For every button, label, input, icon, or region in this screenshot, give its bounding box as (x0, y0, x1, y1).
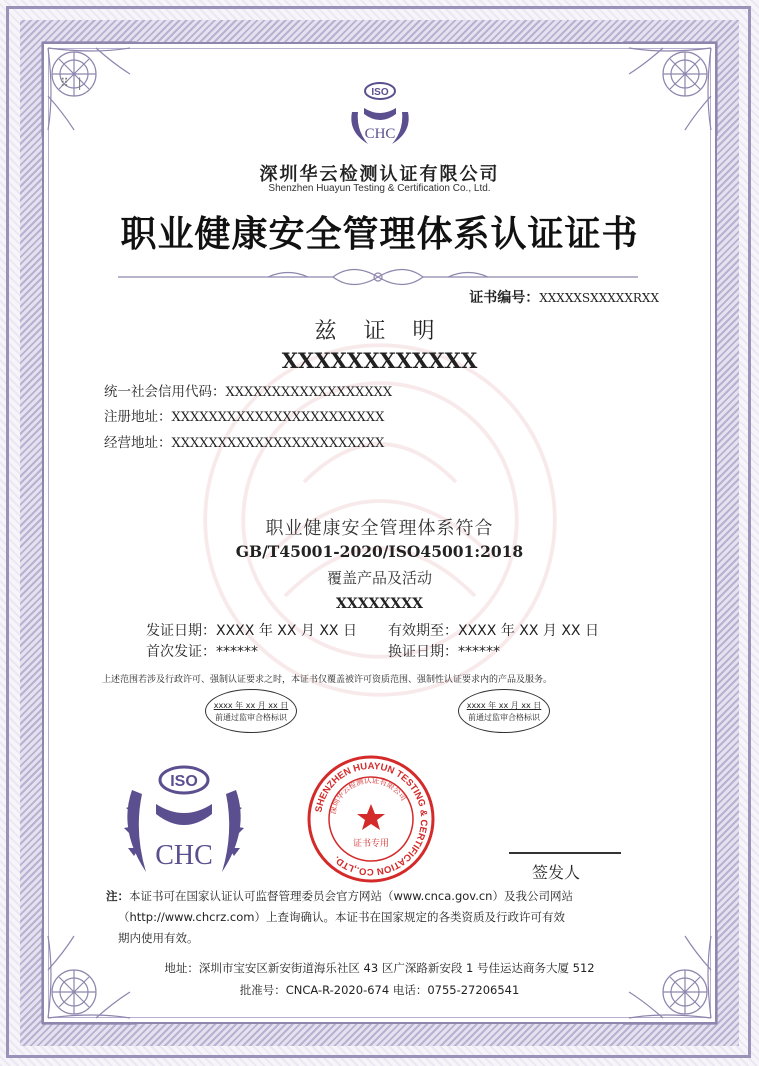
first-issue-value: ****** (216, 644, 258, 660)
renew-date-label: 换证日期： (388, 644, 458, 660)
reg-address-row (104, 405, 384, 425)
seal-inner-text: 深圳华云检测认证有限公司 (328, 775, 409, 815)
op-address-label: 经营地址： (104, 435, 172, 451)
valid-until-value: XXXX 年 XX 月 XX 日 (458, 623, 599, 639)
surveillance-mark-left (205, 689, 297, 733)
valid-until (388, 620, 599, 640)
surveillance-mark-right (458, 689, 550, 733)
valid-until-label: 有效期至： (388, 623, 458, 639)
renew-date (388, 641, 500, 661)
company-address: 地址：深圳市宝安区新安街道海乐社区 43 区广深路新安段 1 号佳运达商务大厦 512 (164, 961, 595, 975)
seal-ring-text: SHENZHEN HUAYUN TESTING & CERTIFICATION CO.,LTD. (313, 760, 430, 878)
big-logo-iso-text: ISO (170, 773, 198, 790)
holder-name: XXXXXXXXXXXX (281, 348, 478, 373)
chc-logo-icon (342, 74, 418, 150)
certificate-number (469, 287, 659, 307)
note-line-1: 本证书可在国家认证认可监督管理委员会官方网站（www.cnca.gov.cn）及我公司网站 (129, 889, 573, 903)
surveillance-right-date: xxxx 年 xx 月 xx 日 (466, 701, 542, 710)
drag-handle-icon: ⠿ | (60, 76, 84, 90)
surveillance-right-text: 前通过监审合格标识 (468, 713, 540, 722)
certify-heading: 兹 证 明 (314, 319, 445, 344)
corner-ornament-icon (34, 34, 144, 144)
note-line-3: 期内使用有效。 (118, 931, 199, 945)
op-address-value: XXXXXXXXXXXXXXXXXXXXXXX (171, 436, 385, 451)
company-name-cn: 深圳华云检测认证有限公司 (259, 164, 500, 185)
conformity-statement: 职业健康安全管理体系符合 (265, 518, 494, 539)
certificate-number-value: XXXXXSXXXXXRXX (539, 291, 659, 305)
first-issue-label: 首次发证： (146, 644, 216, 660)
logo-iso-text: ISO (371, 87, 389, 98)
chc-wreath-logo-icon (116, 760, 252, 888)
seal-center-text: 证书专用 (352, 839, 390, 849)
surveillance-left-text: 前通过监审合格标识 (215, 713, 287, 722)
credit-code-label: 统一社会信用代码： (104, 384, 226, 400)
signature-label: 签发人 (532, 863, 581, 882)
credit-code-row (104, 380, 392, 400)
big-logo-chc-text: CHC (155, 840, 213, 871)
renew-date-value: ****** (458, 644, 500, 660)
corner-ornament-icon (615, 34, 725, 144)
company-seal-stamp (306, 754, 436, 884)
issue-date (146, 620, 357, 640)
scope-value: XXXXXXXX (336, 596, 423, 612)
approval-contact: 批准号：CNCA-R-2020-674 电话：0755-27206541 (239, 983, 520, 997)
issue-date-label: 发证日期： (146, 623, 216, 639)
standard-code: GB/T45001-2020/ISO45001:2018 (235, 542, 524, 561)
scope-notice: 上述范围若涉及行政许可、强制认证要求之时，本证书仅覆盖被许可资质范围、强制性认证要求内的产品及服务。 (102, 675, 553, 685)
issue-date-value: XXXX 年 XX 月 XX 日 (216, 623, 357, 639)
logo-chc-text: CHC (364, 126, 396, 142)
scope-label: 覆盖产品及活动 (326, 569, 432, 587)
reg-address-label: 注册地址： (104, 409, 172, 425)
company-name-en: Shenzhen Huayun Testing & Certification Co., Ltd. (268, 183, 491, 194)
surveillance-left-date: xxxx 年 xx 月 xx 日 (213, 701, 289, 710)
note-line-2: （http://www.chcrz.com）上查询确认。本证书在国家规定的各类资质及行政许可有效 (118, 910, 565, 924)
first-issue (146, 641, 258, 661)
credit-code-value: XXXXXXXXXXXXXXXXXX (225, 385, 393, 400)
reg-address-value: XXXXXXXXXXXXXXXXXXXXXXX (171, 410, 385, 425)
verification-note (106, 886, 666, 949)
note-lead: 注： (106, 889, 129, 903)
certificate-number-label: 证书编号： (469, 290, 540, 306)
signature-line (509, 852, 621, 854)
certificate-title: 职业健康安全管理体系认证证书 (120, 213, 639, 255)
op-address-row (104, 431, 384, 451)
